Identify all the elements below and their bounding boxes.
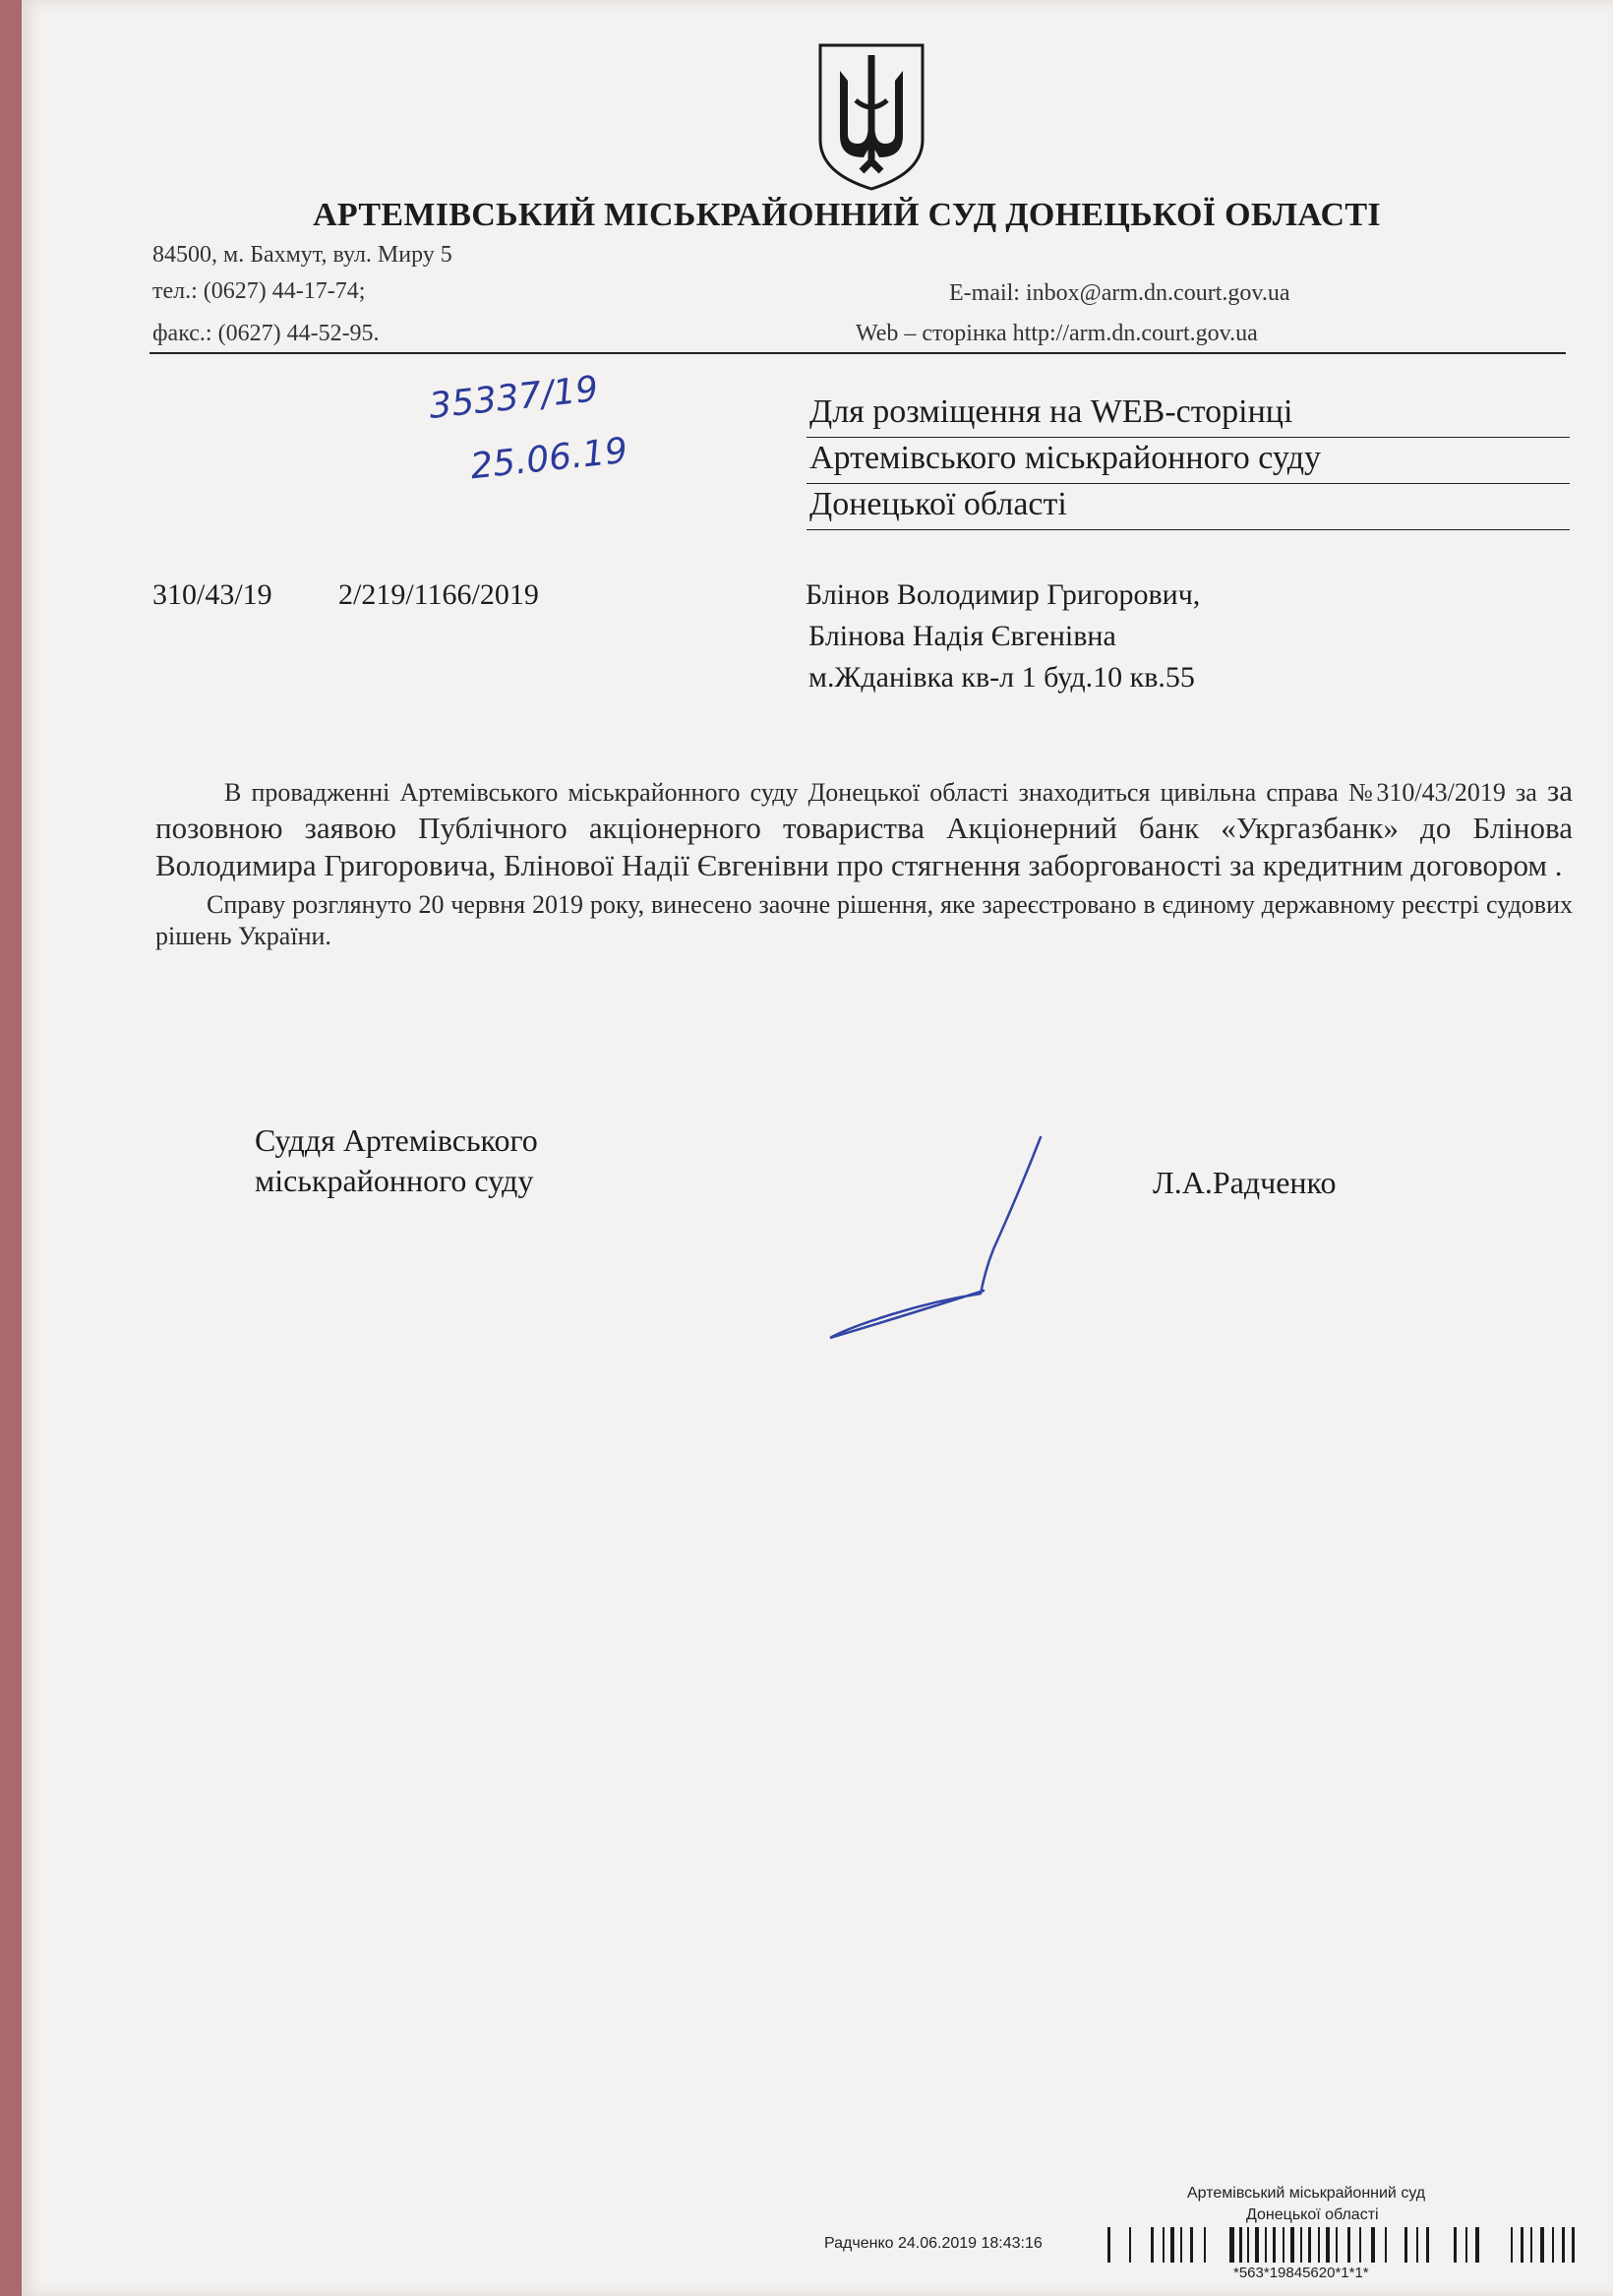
signatory-title-2: міськрайонного суду [255,1163,534,1198]
document-page [22,0,1613,2296]
signatory-name: Л.А.Радченко [1153,1165,1337,1200]
footer-registration: Радченко 24.06.2019 18:43:16 [824,2235,1043,2252]
case-reference-1: 310/43/19 [152,578,272,611]
recipient-line-1: Блінов Володимир Григорович, [806,578,1201,611]
letter-body [155,772,1573,952]
notice-underline-3 [806,529,1570,530]
handwritten-number: 35337/19 [427,369,601,427]
notice-line-1: Для розміщення на WEB-сторінці [809,393,1293,430]
court-phone: тел.: (0627) 44-17-74; [152,278,366,304]
court-name: АРТЕМІВСЬКИЙ МІСЬКРАЙОННИЙ СУД ДОНЕЦЬКОЇ ОБЛАСТІ [313,197,1381,233]
barcode-caption: *563*19845620*1*1* [1233,2265,1369,2281]
handwritten-signature-icon [818,1131,1074,1348]
case-reference-2: 2/219/1166/2019 [338,578,539,611]
court-address: 84500, м. Бахмут, вул. Миру 5 [152,242,452,268]
notice-line-2: Артемівського міськрайонного суду [809,440,1322,476]
court-website: Web – сторінка http://arm.dn.court.gov.ua [856,321,1258,346]
signatory-title-1: Суддя Артемівського [255,1122,538,1158]
recipient-line-2: Блінова Надія Євгенівна [808,620,1116,652]
paragraph-2: Справу розглянуто 20 червня 2019 року, винесено заочне рішення, яке зареєстровано в єдиному державному реєстрі судових рішень України. [155,890,1573,951]
notice-underline-1 [806,437,1570,438]
paragraph-1-main: за позовною заявою Публічного акціонерного товариства Акціонерний банк «Укргазбанк» до Блінова Володимира Григоровича, Блінової Надії Євгенівни про стягнення заборгованості за кредитним договором . [155,773,1573,882]
recipient-address: м.Жданівка кв-л 1 буд.10 кв.55 [808,661,1195,694]
footer-stamp-line-1: Артемівський міськрайонний суд [1187,2185,1426,2202]
header-divider [149,352,1566,354]
paragraph-1-intro: В провадженні Артемівського міськрайонного суду Донецької області знаходиться цивільна справа №310/43/2019 за [224,778,1537,807]
notice-underline-2 [806,483,1570,484]
barcode-icon [1107,2227,1578,2263]
handwritten-date: 25.06.19 [468,430,630,488]
notice-line-3: Донецької області [809,486,1067,522]
court-fax: факс.: (0627) 44-52-95. [152,321,380,346]
paragraph-1 [155,772,1573,883]
coat-of-arms-icon [816,41,926,191]
court-email: E-mail: inbox@arm.dn.court.gov.ua [949,280,1290,306]
footer-stamp-line-2: Донецької області [1246,2206,1379,2223]
